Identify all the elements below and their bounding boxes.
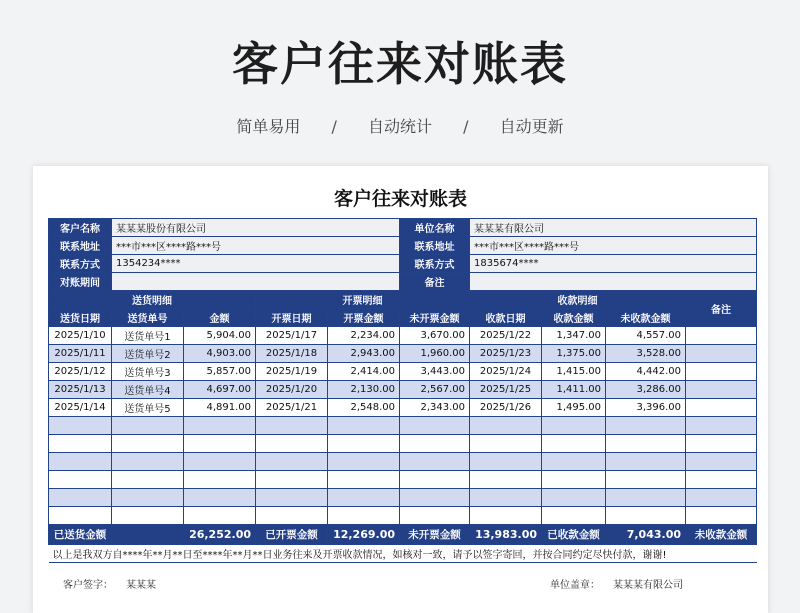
unreceived-amount-cell[interactable] [606, 435, 686, 453]
period-label: 对账期间 [49, 273, 112, 291]
notes-cell[interactable] [686, 363, 757, 381]
subtitle-item-1: 简单易用 [236, 117, 301, 136]
delivery-date-cell[interactable] [49, 471, 112, 489]
column-header: 未收款金额 [606, 309, 686, 327]
column-header: 开票日期 [256, 309, 328, 327]
customer-name-label: 客户名称 [49, 219, 112, 237]
delivery-number-cell[interactable]: 送货单号4 [112, 381, 184, 399]
invoice-date-cell[interactable]: 2025/1/17 [256, 327, 328, 345]
invoice-amount-cell[interactable]: 2,943.00 [328, 345, 400, 363]
group-header-delivery: 送货明细 [49, 291, 256, 309]
table-row [49, 507, 757, 525]
delivery-amount-cell[interactable] [184, 435, 256, 453]
unreceived-amount-cell[interactable] [606, 453, 686, 471]
invoice-date-cell[interactable]: 2025/1/20 [256, 381, 328, 399]
customer-phone-value[interactable]: 1354234**** [112, 255, 400, 273]
customer-address-value[interactable]: ***市***区****路***号 [112, 237, 400, 255]
delivery-date-cell[interactable]: 2025/1/12 [49, 363, 112, 381]
receipt-amount-cell[interactable]: 1,415.00 [542, 363, 606, 381]
subtitle-item-2: 自动统计 [367, 117, 432, 136]
table-row [49, 363, 757, 381]
invoice-date-cell[interactable] [256, 417, 328, 435]
subtitle [0, 114, 800, 137]
delivered-total-label: 已送货金额 [49, 525, 112, 545]
delivery-amount-cell[interactable]: 5,857.00 [184, 363, 256, 381]
delivery-date-cell[interactable] [49, 507, 112, 525]
delivery-amount-cell[interactable] [184, 453, 256, 471]
unit-name-label: 单位名称 [400, 219, 470, 237]
notes-cell[interactable] [686, 489, 757, 507]
received-total-label: 已收款金额 [542, 525, 606, 545]
delivery-number-cell[interactable]: 送货单号1 [112, 327, 184, 345]
receipt-amount-cell[interactable]: 1,375.00 [542, 345, 606, 363]
receipt-date-cell[interactable]: 2025/1/26 [470, 399, 542, 417]
unreceived-total-label: 未收款金额 [686, 525, 757, 545]
delivery-number-cell[interactable] [112, 417, 184, 435]
unreceived-amount-cell[interactable]: 4,442.00 [606, 363, 686, 381]
delivery-amount-cell[interactable]: 4,891.00 [184, 399, 256, 417]
uninvoiced-amount-cell[interactable] [400, 417, 470, 435]
receipt-date-cell[interactable] [470, 453, 542, 471]
delivered-total-value: 26,252.00 [112, 525, 256, 545]
invoice-date-cell[interactable] [256, 435, 328, 453]
invoice-date-cell[interactable]: 2025/1/21 [256, 399, 328, 417]
subtitle-separator: / [463, 117, 469, 136]
column-header: 送货日期 [49, 309, 112, 327]
uninvoiced-amount-cell[interactable]: 2,343.00 [400, 399, 470, 417]
unreceived-amount-cell[interactable]: 3,396.00 [606, 399, 686, 417]
receipt-date-cell[interactable]: 2025/1/23 [470, 345, 542, 363]
invoice-amount-cell[interactable]: 2,130.00 [328, 381, 400, 399]
notes-cell[interactable] [686, 507, 757, 525]
delivery-date-cell[interactable] [49, 453, 112, 471]
uninvoiced-total-label: 未开票金额 [400, 525, 470, 545]
receipt-amount-cell[interactable] [542, 417, 606, 435]
delivery-number-cell[interactable]: 送货单号5 [112, 399, 184, 417]
group-header-receipt: 收款明细 [470, 291, 686, 309]
invoice-amount-cell[interactable]: 2,234.00 [328, 327, 400, 345]
uninvoiced-amount-cell[interactable] [400, 507, 470, 525]
receipt-amount-cell[interactable] [542, 435, 606, 453]
delivery-amount-cell[interactable] [184, 417, 256, 435]
unreceived-amount-cell[interactable]: 3,528.00 [606, 345, 686, 363]
customer-name-value[interactable]: 某某某股份有限公司 [112, 219, 400, 237]
receipt-date-cell[interactable] [470, 507, 542, 525]
delivery-date-cell[interactable] [49, 489, 112, 507]
notes-cell[interactable] [686, 417, 757, 435]
unreceived-amount-cell[interactable]: 3,286.00 [606, 381, 686, 399]
delivery-number-cell[interactable] [112, 489, 184, 507]
unreceived-amount-cell[interactable] [606, 489, 686, 507]
unreceived-amount-cell[interactable] [606, 417, 686, 435]
column-header: 未开票金额 [400, 309, 470, 327]
notes-cell[interactable] [686, 327, 757, 345]
group-header-notes: 备注 [686, 291, 757, 327]
delivery-number-cell[interactable]: 送货单号2 [112, 345, 184, 363]
delivery-amount-cell[interactable] [184, 489, 256, 507]
table-row [49, 417, 757, 435]
receipt-date-cell[interactable] [470, 471, 542, 489]
table-row [49, 327, 757, 345]
unit-phone-value[interactable]: 1835674**** [470, 255, 757, 273]
table-body [49, 327, 757, 525]
delivery-date-cell[interactable] [49, 435, 112, 453]
delivery-amount-cell[interactable]: 4,903.00 [184, 345, 256, 363]
notes-cell[interactable] [686, 381, 757, 399]
unit-name-value[interactable]: 某某某有限公司 [470, 219, 757, 237]
page-title: 客户往来对账表 [232, 37, 568, 91]
unreceived-amount-cell[interactable]: 4,557.00 [606, 327, 686, 345]
receipt-amount-cell[interactable]: 1,411.00 [542, 381, 606, 399]
invoice-amount-cell[interactable]: 2,548.00 [328, 399, 400, 417]
notes-cell[interactable] [686, 471, 757, 489]
invoice-date-cell[interactable] [256, 453, 328, 471]
unit-seal-value[interactable]: 某某某有限公司 [613, 580, 683, 591]
column-header: 开票金额 [328, 309, 400, 327]
delivery-amount-cell[interactable]: 5,904.00 [184, 327, 256, 345]
table-row [49, 489, 757, 507]
invoice-amount-cell[interactable] [328, 471, 400, 489]
notes-cell[interactable] [686, 435, 757, 453]
delivery-number-cell[interactable] [112, 471, 184, 489]
uninvoiced-amount-cell[interactable]: 3,670.00 [400, 327, 470, 345]
invoiced-total-label: 已开票金额 [256, 525, 328, 545]
table-row [49, 471, 757, 489]
delivery-amount-cell[interactable] [184, 507, 256, 525]
uninvoiced-amount-cell[interactable]: 3,443.00 [400, 363, 470, 381]
uninvoiced-amount-cell[interactable] [400, 435, 470, 453]
receipt-amount-cell[interactable] [542, 453, 606, 471]
delivery-number-cell[interactable] [112, 507, 184, 525]
unreceived-amount-cell[interactable] [606, 507, 686, 525]
uninvoiced-total-value: 13,983.00 [470, 525, 542, 545]
table-row [49, 453, 757, 471]
column-header: 金额 [184, 309, 256, 327]
period-value[interactable] [112, 273, 400, 291]
signature-area [48, 576, 756, 590]
delivery-date-cell[interactable]: 2025/1/10 [49, 327, 112, 345]
invoiced-total-value: 12,269.00 [328, 525, 400, 545]
unit-seal-label: 单位盖章： [550, 580, 600, 591]
delivery-number-cell[interactable] [112, 435, 184, 453]
notes-cell[interactable] [686, 453, 757, 471]
remark-value[interactable] [470, 273, 757, 291]
received-total-value: 7,043.00 [606, 525, 686, 545]
invoice-amount-cell[interactable]: 2,414.00 [328, 363, 400, 381]
receipt-date-cell[interactable] [470, 417, 542, 435]
column-header: 送货单号 [112, 309, 184, 327]
column-header: 收款金额 [542, 309, 606, 327]
receipt-amount-cell[interactable] [542, 489, 606, 507]
delivery-date-cell[interactable]: 2025/1/11 [49, 345, 112, 363]
invoice-amount-cell[interactable] [328, 507, 400, 525]
group-header-invoice: 开票明细 [256, 291, 470, 309]
customer-signature-label: 客户签字： [63, 580, 113, 591]
invoice-amount-cell[interactable] [328, 489, 400, 507]
reconciliation-sheet [33, 166, 768, 613]
uninvoiced-amount-cell[interactable]: 1,960.00 [400, 345, 470, 363]
unit-phone-label: 联系方式 [400, 255, 470, 273]
remark-label: 备注 [400, 273, 470, 291]
customer-signature-value[interactable]: 某某某 [126, 580, 156, 591]
delivery-amount-cell[interactable]: 4,697.00 [184, 381, 256, 399]
receipt-amount-cell[interactable] [542, 507, 606, 525]
confirmation-note: 以上是我双方自****年**月**日至****年**月**日业务往来及开票收款情况，如核对一致，请予以签字寄回，并按合同约定尽快付款，谢谢! [49, 545, 757, 563]
receipt-date-cell[interactable] [470, 435, 542, 453]
invoice-date-cell[interactable] [256, 471, 328, 489]
delivery-number-cell[interactable]: 送货单号3 [112, 363, 184, 381]
unreceived-amount-cell[interactable] [606, 471, 686, 489]
receipt-date-cell[interactable] [470, 489, 542, 507]
receipt-date-cell[interactable]: 2025/1/24 [470, 363, 542, 381]
receipt-amount-cell[interactable]: 1,495.00 [542, 399, 606, 417]
column-header: 收款日期 [470, 309, 542, 327]
delivery-date-cell[interactable] [49, 417, 112, 435]
receipt-date-cell[interactable]: 2025/1/22 [470, 327, 542, 345]
invoice-amount-cell[interactable] [328, 453, 400, 471]
uninvoiced-amount-cell[interactable]: 2,567.00 [400, 381, 470, 399]
reconciliation-table [48, 218, 757, 563]
delivery-date-cell[interactable]: 2025/1/14 [49, 399, 112, 417]
customer-phone-label: 联系方式 [49, 255, 112, 273]
notes-cell[interactable] [686, 399, 757, 417]
uninvoiced-amount-cell[interactable] [400, 489, 470, 507]
unit-address-label: 联系地址 [400, 237, 470, 255]
invoice-date-cell[interactable] [256, 507, 328, 525]
table-row [49, 399, 757, 417]
sheet-title: 客户往来对账表 [333, 188, 467, 210]
subtitle-item-3: 自动更新 [499, 117, 564, 136]
invoice-date-cell[interactable] [256, 489, 328, 507]
uninvoiced-amount-cell[interactable] [400, 453, 470, 471]
unit-address-value[interactable]: ***市***区****路***号 [470, 237, 757, 255]
invoice-date-cell[interactable]: 2025/1/19 [256, 363, 328, 381]
invoice-date-cell[interactable]: 2025/1/18 [256, 345, 328, 363]
delivery-number-cell[interactable] [112, 453, 184, 471]
delivery-date-cell[interactable]: 2025/1/13 [49, 381, 112, 399]
receipt-date-cell[interactable]: 2025/1/25 [470, 381, 542, 399]
uninvoiced-amount-cell[interactable] [400, 471, 470, 489]
receipt-amount-cell[interactable]: 1,347.00 [542, 327, 606, 345]
table-row [49, 435, 757, 453]
delivery-amount-cell[interactable] [184, 471, 256, 489]
receipt-amount-cell[interactable] [542, 471, 606, 489]
customer-address-label: 联系地址 [49, 237, 112, 255]
subtitle-separator: / [331, 117, 337, 136]
totals-row [49, 525, 757, 545]
invoice-amount-cell[interactable] [328, 435, 400, 453]
invoice-amount-cell[interactable] [328, 417, 400, 435]
table-row [49, 345, 757, 363]
table-row [49, 381, 757, 399]
notes-cell[interactable] [686, 345, 757, 363]
